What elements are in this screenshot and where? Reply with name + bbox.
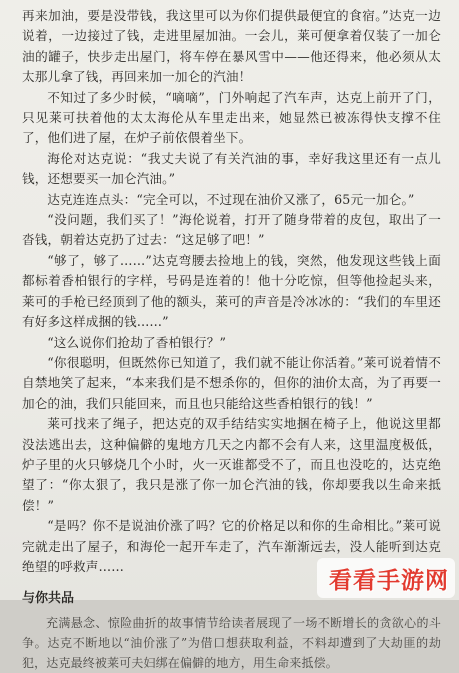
story-paragraph: 莱可找来了绳子，把达克的双手结结实实地捆在椅子上，他说这里都没法逃出去，这种偏僻的鬼地方几天之内都不会有人来，这里温度极低，炉子里的火只够烧几个小时，火一灭谁都受不了，而且也没吃的，达克绝望了：“你太狠了，我只是涨了你一加仑汽油的钱，你却要我以生命来抵偿！”	[22, 416, 441, 513]
story-paragraph: “这么说你们抢劫了香柏银行？”	[47, 334, 227, 350]
story-paragraph: “够了，够了……”达克弯腰去捡地上的钱，突然，他发现这些钱上面都标着香柏银行的字样，号码是连着的！他十分吃惊，但等他捡起头来，莱可的手枪已经顶到了他的额头，莱可的声音是冷冰冰的：“我们的车里还有好多这样成捆的钱……”	[22, 252, 441, 330]
story-paragraph: “是吗？你不是说油价涨了吗？它的价格足以和你的生命相比。”莱可说完就走出了屋子，和海伦一起开车走了，汽车渐渐远去，没人能听到达克绝望的呼救声……	[22, 518, 441, 574]
watermark-logo-text: 看看手游网	[329, 567, 449, 594]
site-watermark	[317, 558, 455, 598]
story-paragraph: “你很聪明，但既然你已知道了，我们就不能让你活着。”莱可说着情不自禁地笑了起来，“本来我们是不想杀你的，但你的油价太高，为了再要一加仑的油，我们只能回来，而且也只能给这些香柏银行的钱！”	[22, 354, 441, 411]
story-paragraph: 再来加油，要是没带钱，我这里可以为你们提供最便宜的食宿。”达克一边说着，一边接过了钱，走进里屋加油。一会儿，莱可便拿着仅装了一加仑油的罐子，快步走出屋门，将车停在暴风雪中——他还得来，他必须从太太那儿拿了钱，再回来加一加仑的汽油！	[22, 8, 441, 85]
story-paragraph: 不知过了多少时候，“嘀嘀”，门外响起了汽车声，达克上前开了门，只见莱可扶着他的太太海伦从车里走出来，她显然已被冻得快支撑不住了，他们进了屋，在炉子前依偎着坐下。	[22, 89, 441, 146]
section-heading: 与你共品	[22, 591, 75, 607]
story-paragraph: “没问题，我们买了！”海伦说着，打开了随身带着的皮包，取出了一沓钱，朝着达克扔了过去：“这足够了吧！”	[22, 212, 441, 248]
story-paragraph: 海伦对达克说：“我丈夫说了有关汽油的事，幸好我这里还有一点儿钱，还想要买一加仑汽油。”	[22, 150, 441, 187]
section-paragraph: 充满悬念、惊险曲折的故事情节给读者展现了一场不断增长的贪欲心的斗争。达克不断地以“油价涨了”为借口想获取利益，不料却遭到了大劫匪的劫犯，达克最终被莱可夫妇绑在偏僻的地方，用生命来抵偿。	[22, 616, 441, 671]
story-paragraph: 达克连连点头：“完全可以，不过现在油价又涨了，65元一加仑。”	[47, 191, 415, 207]
